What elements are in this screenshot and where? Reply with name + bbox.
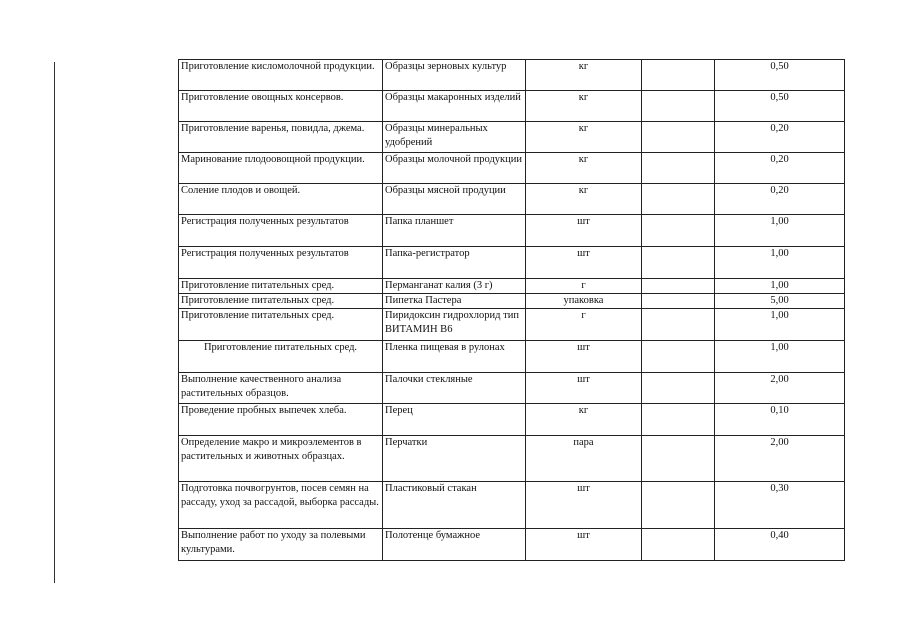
- unit-cell: кг: [526, 91, 642, 122]
- quantity-cell: 1,00: [715, 215, 845, 247]
- item-cell: Пиридоксин гидрохлорид тип ВИТАМИН В6: [383, 309, 526, 341]
- table-row: [179, 436, 845, 482]
- activity-cell: Подготовка почвогрунтов, посев семян на рассаду, уход за рассадой, выборка рассады.: [179, 482, 383, 529]
- table-row: [179, 247, 845, 279]
- activity-cell: Приготовление овощных консервов.: [179, 91, 383, 122]
- item-cell: Пленка пищевая в рулонах: [383, 341, 526, 373]
- empty-cell: [642, 279, 715, 294]
- unit-cell: кг: [526, 404, 642, 436]
- item-cell: Образцы мясной продуции: [383, 184, 526, 215]
- item-cell: Перчатки: [383, 436, 526, 482]
- empty-cell: [642, 373, 715, 404]
- unit-cell: кг: [526, 60, 642, 91]
- unit-cell: упаковка: [526, 294, 642, 309]
- empty-cell: [642, 247, 715, 279]
- quantity-cell: 2,00: [715, 436, 845, 482]
- activity-cell: Проведение пробных выпечек хлеба.: [179, 404, 383, 436]
- quantity-cell: 0,30: [715, 482, 845, 529]
- table-row: [179, 373, 845, 404]
- quantity-cell: 0,40: [715, 529, 845, 561]
- unit-cell: г: [526, 279, 642, 294]
- empty-cell: [642, 91, 715, 122]
- quantity-cell: 0,20: [715, 184, 845, 215]
- activity-cell: Приготовление питательных сред.: [179, 309, 383, 341]
- activity-cell: Приготовление варенья, повидла, джема.: [179, 122, 383, 153]
- empty-cell: [642, 529, 715, 561]
- table-row: [179, 91, 845, 122]
- empty-cell: [642, 153, 715, 184]
- table-row: [179, 215, 845, 247]
- unit-cell: шт: [526, 482, 642, 529]
- empty-cell: [642, 436, 715, 482]
- empty-cell: [642, 60, 715, 91]
- quantity-cell: 0,20: [715, 122, 845, 153]
- unit-cell: г: [526, 309, 642, 341]
- activity-cell: Приготовление питательных сред.: [179, 341, 383, 373]
- item-cell: Перманганат калия (3 г): [383, 279, 526, 294]
- activity-cell: Регистрация полученных результатов: [179, 215, 383, 247]
- empty-cell: [642, 404, 715, 436]
- quantity-cell: 2,00: [715, 373, 845, 404]
- quantity-cell: 1,00: [715, 247, 845, 279]
- activity-cell: Соление плодов и овощей.: [179, 184, 383, 215]
- table-row: [179, 153, 845, 184]
- table-row: [179, 184, 845, 215]
- unit-cell: шт: [526, 247, 642, 279]
- table-row: [179, 482, 845, 529]
- empty-cell: [642, 215, 715, 247]
- activity-cell: Определение макро и микроэлементов в растительных и животных образцах.: [179, 436, 383, 482]
- quantity-cell: 1,00: [715, 309, 845, 341]
- unit-cell: кг: [526, 122, 642, 153]
- unit-cell: кг: [526, 184, 642, 215]
- table-row: [179, 404, 845, 436]
- item-cell: Образцы молочной продукции: [383, 153, 526, 184]
- empty-cell: [642, 294, 715, 309]
- table-row: [179, 309, 845, 341]
- quantity-cell: 0,50: [715, 91, 845, 122]
- empty-cell: [642, 184, 715, 215]
- empty-cell: [642, 341, 715, 373]
- item-cell: Полотенце бумажное: [383, 529, 526, 561]
- activity-cell: Выполнение качественного анализа растительных образцов.: [179, 373, 383, 404]
- item-cell: Образцы зерновых культур: [383, 60, 526, 91]
- table-row: [179, 122, 845, 153]
- quantity-cell: 0,10: [715, 404, 845, 436]
- unit-cell: шт: [526, 529, 642, 561]
- page-margin-line: [54, 62, 55, 583]
- activity-cell: Маринование плодоовощной продукции.: [179, 153, 383, 184]
- unit-cell: шт: [526, 373, 642, 404]
- table-row: [179, 341, 845, 373]
- table-row: [179, 294, 845, 309]
- unit-cell: пара: [526, 436, 642, 482]
- materials-table: [178, 59, 845, 561]
- activity-cell: Приготовление кисломолочной продукции.: [179, 60, 383, 91]
- item-cell: Пипетка Пастера: [383, 294, 526, 309]
- activity-cell: Регистрация полученных результатов: [179, 247, 383, 279]
- unit-cell: шт: [526, 215, 642, 247]
- quantity-cell: 0,20: [715, 153, 845, 184]
- activity-cell: Приготовление питательных сред.: [179, 294, 383, 309]
- item-cell: Палочки стекляные: [383, 373, 526, 404]
- quantity-cell: 1,00: [715, 341, 845, 373]
- item-cell: Перец: [383, 404, 526, 436]
- quantity-cell: 1,00: [715, 279, 845, 294]
- unit-cell: кг: [526, 153, 642, 184]
- item-cell: Папка планшет: [383, 215, 526, 247]
- empty-cell: [642, 309, 715, 341]
- empty-cell: [642, 482, 715, 529]
- table-row: [179, 279, 845, 294]
- quantity-cell: 5,00: [715, 294, 845, 309]
- quantity-cell: 0,50: [715, 60, 845, 91]
- item-cell: Пластиковый стакан: [383, 482, 526, 529]
- activity-cell: Приготовление питательных сред.: [179, 279, 383, 294]
- item-cell: Образцы минеральных удобрений: [383, 122, 526, 153]
- empty-cell: [642, 122, 715, 153]
- activity-cell: Выполнение работ по уходу за полевыми культурами.: [179, 529, 383, 561]
- table-row: [179, 60, 845, 91]
- item-cell: Образцы макаронных изделий: [383, 91, 526, 122]
- table-row: [179, 529, 845, 561]
- item-cell: Папка-регистратор: [383, 247, 526, 279]
- unit-cell: шт: [526, 341, 642, 373]
